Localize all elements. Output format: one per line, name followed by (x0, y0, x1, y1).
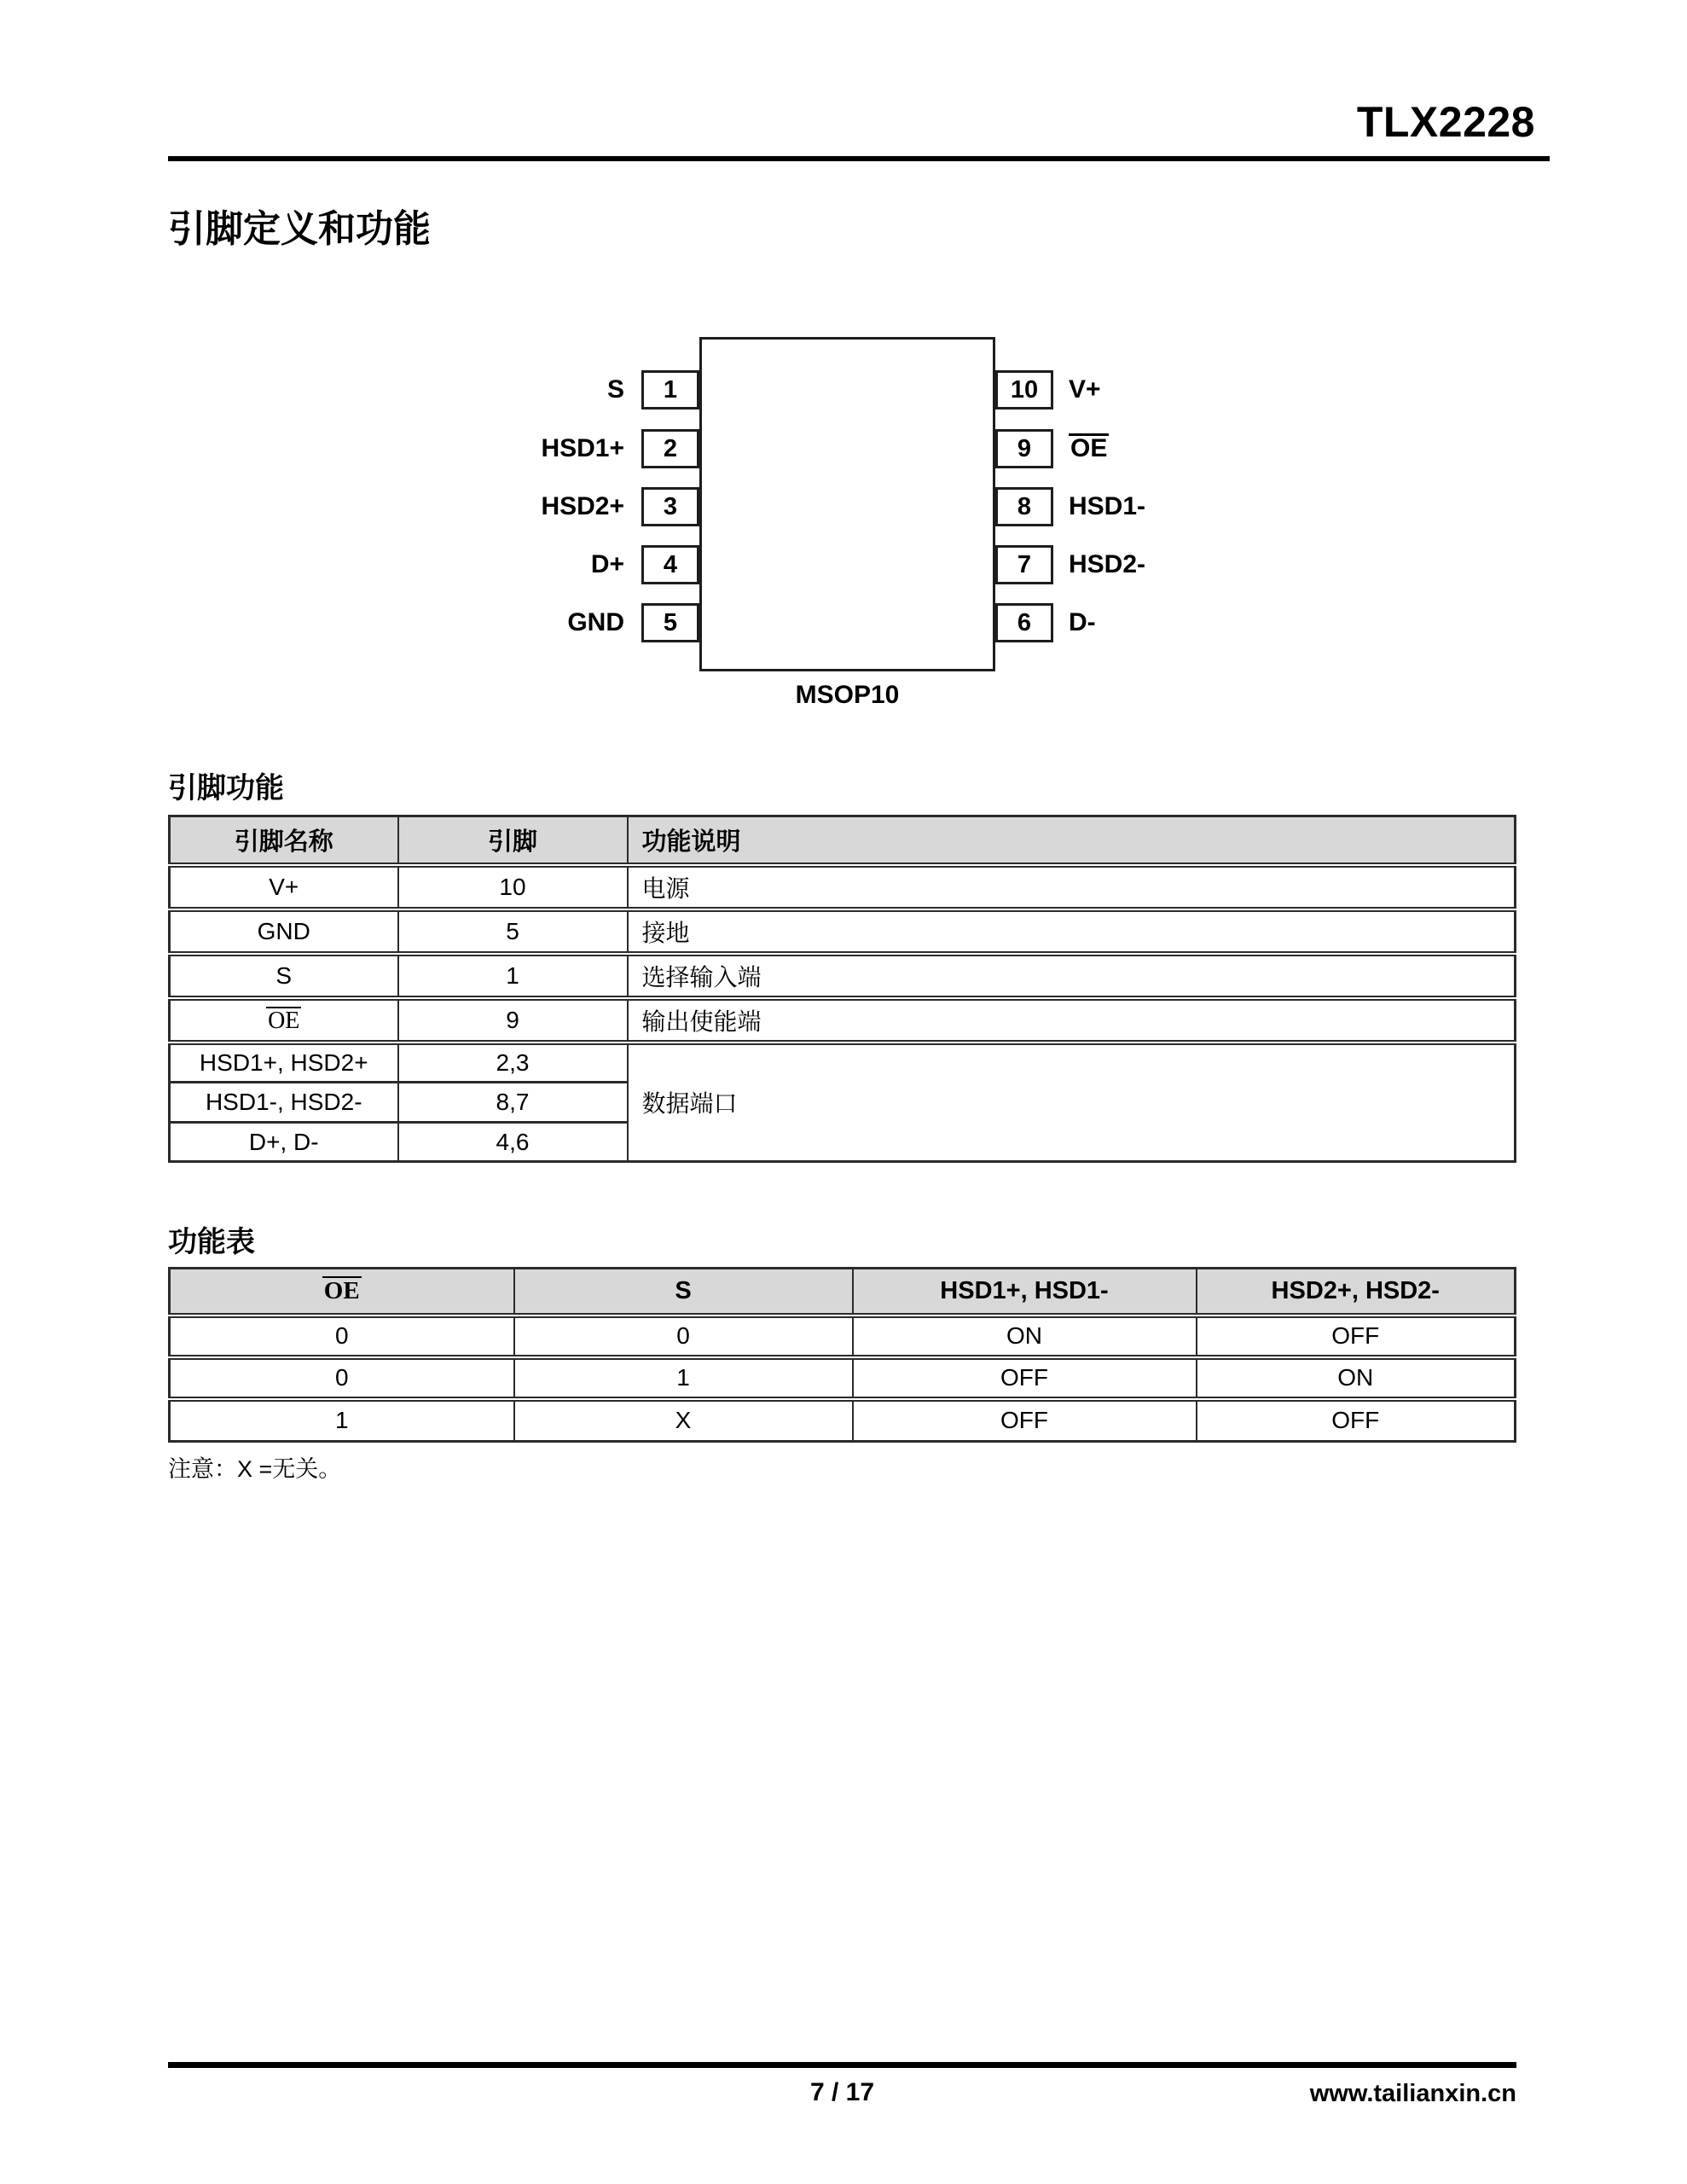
footer-website: www.tailianxin.cn (1309, 2080, 1516, 2107)
page-number: 7 / 17 (809, 2078, 875, 2106)
pin-box-9: 9 (995, 429, 1053, 468)
table-row (170, 998, 1516, 1043)
function-table-heading: 功能表 (168, 1226, 255, 1258)
pin-box-8: 8 (995, 487, 1053, 526)
fn-cell: ON (1197, 1357, 1516, 1399)
table-header-row (170, 1269, 1516, 1316)
pin-function-table (168, 815, 1516, 1163)
fn-cell: 0 (170, 1357, 514, 1399)
fn-cell: 0 (514, 1316, 853, 1357)
table-row (170, 954, 1516, 998)
fn-cell: 0 (170, 1316, 514, 1357)
pin-name-cell: D+, D- (170, 1123, 398, 1162)
table-row (170, 909, 1516, 954)
pin-label-hsd1m: HSD1- (1069, 492, 1146, 520)
table-row (170, 1399, 1516, 1442)
pin-num-cell: 9 (398, 998, 628, 1043)
pin-label-dp: D+ (590, 550, 624, 578)
pin-box-2: 2 (641, 429, 699, 468)
pin-function-heading: 引脚功能 (168, 772, 284, 804)
table-row (170, 1043, 1516, 1083)
pin-box-5: 5 (641, 603, 699, 642)
pin-box-4: 4 (641, 545, 699, 584)
pin-name-cell: S (170, 954, 398, 998)
pin-label-oe (1069, 429, 1109, 468)
pin-label-gnd: GND (567, 608, 624, 636)
fn-cell: 1 (514, 1357, 853, 1399)
pin-desc-cell: 电源 (628, 865, 1516, 909)
pin-num-cell: 1 (398, 954, 628, 998)
table-row (170, 1357, 1516, 1399)
oe-overline-text: OE (1070, 434, 1108, 462)
pin-num-cell: 5 (398, 909, 628, 954)
table-header-row (170, 816, 1516, 865)
col-header-desc: 功能说明 (628, 816, 1516, 865)
pin-label-hsd2p: HSD2+ (541, 492, 624, 520)
pin-desc-merged-cell: 数据端口 (628, 1043, 1516, 1162)
oe-overline-text: OE (323, 1277, 360, 1305)
pin-name-cell: GND (170, 909, 398, 954)
page-title: 引脚定义和功能 (168, 208, 431, 250)
pin-name-cell: HSD1+, HSD2+ (170, 1043, 398, 1083)
pin-num-cell: 2,3 (398, 1043, 628, 1083)
pin-name-cell: HSD1-, HSD2- (170, 1083, 398, 1123)
pin-desc-cell: 选择输入端 (628, 954, 1516, 998)
footer-rule (168, 2062, 1516, 2068)
pin-name-cell (170, 998, 398, 1043)
table-row (170, 865, 1516, 909)
chip-body (699, 337, 995, 671)
pin-label-hsd2m: HSD2- (1069, 550, 1146, 578)
fn-cell: OFF (853, 1399, 1197, 1442)
fn-cell: ON (853, 1316, 1197, 1357)
fn-cell: X (514, 1399, 853, 1442)
col-header-pin: 引脚 (398, 816, 628, 865)
fn-cell: OFF (1197, 1399, 1516, 1442)
pin-label-s: S (606, 375, 624, 404)
package-label: MSOP10 (795, 681, 900, 709)
pin-num-cell: 10 (398, 865, 628, 909)
header-rule (168, 156, 1550, 161)
pin-box-3: 3 (641, 487, 699, 526)
pin-box-6: 6 (995, 603, 1053, 642)
table-row (170, 1316, 1516, 1357)
pin-label-dm: D- (1069, 608, 1096, 636)
col-header-s: S (514, 1269, 853, 1316)
col-header-oe (170, 1269, 514, 1316)
pin-label-vplus: V+ (1069, 375, 1101, 404)
pin-desc-cell: 接地 (628, 909, 1516, 954)
fn-cell: 1 (170, 1399, 514, 1442)
pin-label-hsd1p: HSD1+ (541, 434, 624, 462)
pin-desc-cell: 输出使能端 (628, 998, 1516, 1043)
col-header-hsd1: HSD1+, HSD1- (853, 1269, 1197, 1316)
oe-overline-text: OE (268, 1007, 300, 1034)
fn-cell: OFF (853, 1357, 1197, 1399)
pin-function-table-wrap (168, 815, 1516, 1163)
part-number-title: TLX2228 (1356, 98, 1535, 146)
col-header-hsd2: HSD2+, HSD2- (1197, 1269, 1516, 1316)
function-table (168, 1267, 1516, 1443)
function-table-wrap (168, 1267, 1516, 1443)
table-note: 注意：X =无关。 (168, 1456, 342, 1482)
pin-name-cell: V+ (170, 865, 398, 909)
col-header-pin-name: 引脚名称 (170, 816, 398, 865)
pin-box-10: 10 (995, 370, 1053, 410)
pin-num-cell: 8,7 (398, 1083, 628, 1123)
pin-box-7: 7 (995, 545, 1053, 584)
fn-cell: OFF (1197, 1316, 1516, 1357)
pin-box-1: 1 (641, 370, 699, 410)
pin-num-cell: 4,6 (398, 1123, 628, 1162)
